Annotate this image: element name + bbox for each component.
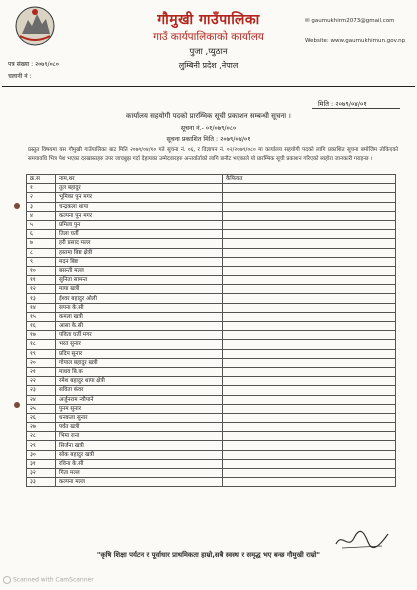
remarks-cell [223,266,396,275]
name-cell: हस्तमा बिष्ट क्षेत्री [56,248,223,257]
name-cell: मदन बिष्ट [56,257,223,266]
table-row [27,239,396,248]
serial-cell: १४ [27,303,56,312]
remarks-cell [223,220,396,229]
table-row [27,478,396,487]
table-row [27,367,396,376]
serial-cell: १३ [27,294,56,303]
remarks-cell [223,285,396,294]
remarks-cell [223,441,396,450]
scanner-watermark: Scanned with CamScanner [3,576,94,584]
name-cell: रमेश बहादुर थापा क्षेत्री [56,377,223,386]
remarks-cell [223,395,396,404]
camscanner-icon [3,576,11,584]
serial-cell: ८ [27,248,56,257]
table-row [27,331,396,340]
serial-cell: २९ [27,441,56,450]
name-cell: रविना के.सी [56,459,223,468]
serial-cell: २१ [27,367,56,376]
remarks-cell [223,404,396,413]
serial-cell: २२ [27,377,56,386]
remarks-cell [223,239,396,248]
remarks-cell [223,349,396,358]
name-cell: तुल बहादुर [56,184,223,193]
serial-cell: २ [27,193,56,202]
table-row [27,266,396,275]
notice-title: कार्यालय सहयोगी पदको प्रारम्भिक सूची प्रकाशन सम्बन्धी सूचना । [126,112,291,120]
footer-slogan: "कृषि शिक्षा पर्यटन र पूर्वाधार प्राथमिकता हाम्रो,सबै स्वस्थ र समृद्ध भए बन्छ गौमुखी राम्रो" [96,551,321,559]
serial-cell: १५ [27,312,56,321]
table-row [27,248,396,257]
table-row [27,423,396,432]
name-cell: गिता मल्ल [56,469,223,478]
dispatch-number: चलानी नं : [8,73,32,80]
serial-cell: २३ [27,386,56,395]
table-row [27,386,396,395]
serial-cell: २५ [27,404,56,413]
website-address: Website: www.gaumukhimun.gov.np [305,38,406,44]
remarks-cell [223,184,396,193]
remarks-cell [223,450,396,459]
table-row [27,358,396,367]
org-name: गौमुखी गाउँपालिका [157,12,260,28]
remarks-cell [223,358,396,367]
name-cell: भरत सुनार [56,340,223,349]
serial-cell: १२ [27,285,56,294]
table-row [27,202,396,211]
remarks-cell [223,432,396,441]
table-row [27,230,396,239]
name-cell: सविता कंवर [56,386,223,395]
email-icon: ✉ [305,18,312,24]
remarks-cell [223,478,396,487]
name-cell: आसा के.सी [56,322,223,331]
table-row [27,184,396,193]
remarks-cell [223,257,396,266]
remarks-cell [223,386,396,395]
header-divider [2,86,415,87]
remarks-cell [223,469,396,478]
remarks-cell [223,367,396,376]
serial-cell: ३० [27,450,56,459]
table-row [27,193,396,202]
remarks-cell [223,423,396,432]
serial-cell: १८ [27,340,56,349]
serial-cell: ३३ [27,478,56,487]
office-province: लुम्बिनी प्रदेश ,नेपाल [178,61,239,70]
remarks-cell [223,303,396,312]
table-row [27,220,396,229]
name-cell: गोपाल बहादुर खत्री [56,358,223,367]
signature [332,528,392,552]
remarks-cell [223,202,396,211]
serial-cell: २७ [27,423,56,432]
name-cell: कल्पना मल्ल [56,478,223,487]
name-cell: सिर्जना खत्री [56,441,223,450]
remarks-cell [223,248,396,257]
notice-number: सूचना नं.- ०१/०७९/०८० [180,125,237,132]
table-row [27,303,396,312]
serial-cell: ५ [27,220,56,229]
name-cell: तिला घर्ती [56,230,223,239]
name-cell: माधव बि.क [56,367,223,376]
name-cell: प्रमिला पुन [56,220,223,229]
table-row [27,322,396,331]
remarks-cell [223,459,396,468]
table-row [27,459,396,468]
remarks-cell [223,377,396,386]
remarks-cell [223,331,396,340]
serial-cell: ११ [27,276,56,285]
name-cell: भूमिका पुन मगर [56,193,223,202]
serial-cell: ३ [27,202,56,211]
table-row [27,340,396,349]
remarks-cell [223,312,396,321]
remarks-cell [223,276,396,285]
name-cell: बसन्ती मल्ल [56,266,223,275]
serial-cell: १ [27,184,56,193]
name-cell: पर्वत खत्री [56,423,223,432]
serial-cell: २४ [27,395,56,404]
table-row [27,450,396,459]
letter-number: पत्र संख्या : २०७९/०८० [8,61,59,68]
serial-cell: २६ [27,413,56,422]
header-remarks: कैफियत [223,175,396,184]
header-name: नाम,थर [56,175,223,184]
name-cell: पुनम सुनार [56,404,223,413]
serial-cell: ६ [27,230,56,239]
name-cell: ईश्वर बहादुर ओली [56,294,223,303]
remarks-cell [223,322,396,331]
punch-hole [14,203,20,209]
remarks-cell [223,340,396,349]
remarks-cell [223,413,396,422]
serial-cell: २० [27,358,56,367]
table-row [27,257,396,266]
table-header-row [27,175,396,184]
name-cell: सुनिता सामन्त [56,276,223,285]
table-row [27,432,396,441]
serial-cell: १६ [27,322,56,331]
table-row [27,395,396,404]
name-cell: माया खत्री [56,285,223,294]
table-row [27,312,396,321]
table-row [27,469,396,478]
table-row [27,211,396,220]
serial-cell: ३१ [27,459,56,468]
header-serial: क्र.स [27,175,56,184]
table-row [27,285,396,294]
serial-cell: ३२ [27,469,56,478]
name-cell: धनकला सुनार [56,413,223,422]
name-cell: कमला खत्री [56,312,223,321]
serial-cell: २८ [27,432,56,441]
office-location: पुजा ,प्युठान [189,47,228,57]
serial-cell: ७ [27,239,56,248]
name-cell: कल्पना पुन मगर [56,211,223,220]
table-row [27,404,396,413]
table-row [27,294,396,303]
notice-body: प्रस्तुत विषयमा यस गौमुखी गाउँपालिका बाट मिति २०७९/०४/१० गते सूचना नं. ०६, र विज्ञापन नं. ०२/२०७९/०८० मा कार्यालय सहयोगी पदको लागि प्रकाशित सूचना बमोजिम तोकिएको समयावधि भित्र पेश भएका दरखास्तहरु उपर जाचबुझ गर्दा देहायका उम्मेदवारहरु अन्तर्वार्ताको लागि छनौट भएकाले यो प्रारम्भिक सूची प्रकाशन गरिएको ब्यहोरा जानकारी गराइन्छ । [28,147,398,163]
name-cell: सपना के.सी [56,303,223,312]
serial-cell: ९ [27,257,56,266]
table-row [27,413,396,422]
serial-cell: १० [27,266,56,275]
table-row [27,377,396,386]
table-row [27,276,396,285]
name-cell: भिमा राना [56,432,223,441]
name-cell: पविता घर्ती मगर [56,331,223,340]
serial-cell: १९ [27,349,56,358]
name-cell: चन्द्रकला थापा [56,202,223,211]
date-underline [312,108,400,109]
punch-hole [14,402,20,408]
table-row [27,349,396,358]
remarks-cell [223,294,396,303]
candidate-table [26,174,396,487]
table-row [27,441,396,450]
serial-cell: १७ [27,331,56,340]
name-cell: सोक बहादुर खत्री [56,450,223,459]
remarks-cell [223,230,396,239]
notice-date: मिति : २०७९/०४/०१ [318,100,367,108]
notice-publish-date: सूचना प्रकाशित मिति : २०७९/०४/०१ [166,136,251,143]
serial-cell: ४ [27,211,56,220]
name-cell: हरी प्रसाद मल्ल [56,239,223,248]
name-cell: अर्जुनराम न्यौपाने [56,395,223,404]
remarks-cell [223,211,396,220]
remarks-cell [223,193,396,202]
office-name: गाउँ कार्यपालिकाको कार्यालय [153,31,264,43]
email-address: ✉ gaumukhirm2073@gmail.com [305,18,395,24]
name-cell: प्रदिप सुनार [56,349,223,358]
